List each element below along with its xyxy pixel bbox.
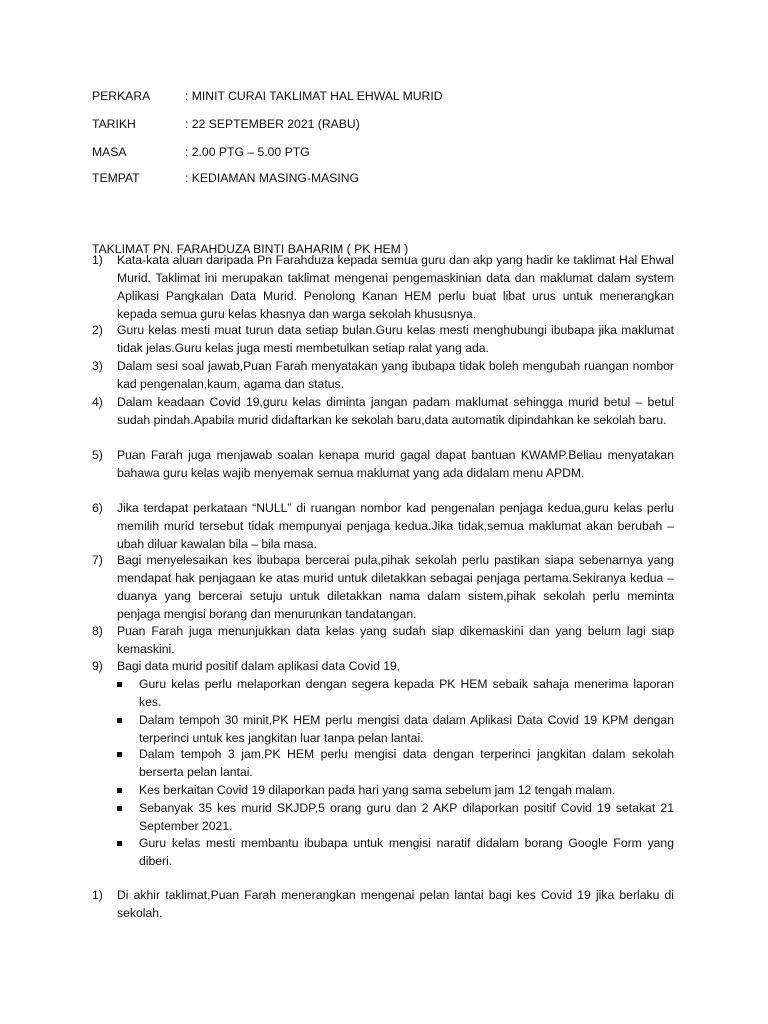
bullet-text: Dalam tempoh 30 minit,PK HEM perlu mengisi data dalam Aplikasi Data Covid 19 KPM dengan terperinci untuk kes jangkitan luar tanpa pelan lantai. bbox=[139, 713, 674, 745]
meta-tarikh bbox=[92, 115, 692, 133]
bullet-text: Sebanyak 35 kes murid SKJDP,5 orang guru dan 2 AKP dilaporkan positif Covid 19 setakat 21 September 2021. bbox=[139, 801, 674, 833]
item-text: Bagi menyelesaikan kes ibubapa bercerai pula,pihak sekolah perlu pastikan siapa sebenarnya yang mendapat hak penjagaan ke atas murid untuk diletakkan sebagai penjaga pertama.Sekiranya kedua – duanya yang bercerai setuju untuk diletakkan nama dalam sistem,pihak sekolah perlu meminta penjaga mengisi borang dan menurunkan tandatangan. bbox=[117, 553, 674, 621]
section-title: TAKLIMAT PN. FARAHDUZA BINTI BAHARIM ( PK HEM ) bbox=[92, 242, 409, 256]
item-number: 1) bbox=[92, 253, 103, 267]
item-text: Dalam sesi soal jawab,Puan Farah menyatakan yang ibubapa tidak boleh mengubah ruangan nombor kad pengenalan,kaum, agama dan status. bbox=[117, 359, 674, 391]
item-text: Kata-kata aluan daripada Pn Farahduza kepada semua guru dan akp yang hadir ke taklimat Hal Ehwal Murid. Taklimat ini merupakan taklimat mengenai pengemaskinian data dan maklumat dalam system Aplikasi Pangkalan Data Murid. Penolong Kanan HEM perlu buat libat urus untuk menerangkan kepada semua guru kelas khasnya dan warga sekolah khususnya. bbox=[117, 253, 674, 321]
item-number: 3) bbox=[92, 359, 103, 373]
item-text: Guru kelas mesti muat turun data setiap bulan.Guru kelas mesti menghubungi ibubapa jika maklumat tidak jelas.Guru kelas juga mesti membetulkan setiap ralat yang ada. bbox=[117, 323, 674, 355]
meta-label: TEMPAT bbox=[92, 171, 140, 185]
bullet-text: Guru kelas perlu melaporkan dengan segera kepada PK HEM sebaik sahaja menerima laporan kes. bbox=[139, 677, 674, 709]
item-number: 2) bbox=[92, 323, 103, 337]
bullet-square-icon bbox=[117, 682, 122, 687]
item-text: Puan Farah juga menjawab soalan kenapa murid gagal dapat bantuan KWAMP.Beliau menyatakan bahawa guru kelas wajib menyemak semua maklumat yang ada didalam menu APDM. bbox=[117, 448, 674, 480]
meta-label: MASA bbox=[92, 145, 127, 159]
item-number: 1) bbox=[92, 888, 103, 902]
item-number: 4) bbox=[92, 395, 103, 409]
bullet-square-icon bbox=[117, 841, 122, 846]
meta-label: TARIKH bbox=[92, 117, 136, 131]
meta-perkara bbox=[92, 87, 692, 105]
bullet-square-icon bbox=[117, 752, 122, 757]
item-text: Puan Farah juga menunjukkan data kelas yang sudah siap dikemaskini dan yang belum lagi siap kemaskini. bbox=[117, 624, 674, 656]
item-number: 9) bbox=[92, 659, 103, 673]
item-text: Dalam keadaan Covid 19,guru kelas diminta jangan padam maklumat sehingga murid betul – betul sudah pindah.Apabila murid didaftarkan ke sekolah baru,data automatik dipindahkan ke sekolah baru. bbox=[117, 395, 674, 427]
item-number: 5) bbox=[92, 448, 103, 462]
bullet-square-icon bbox=[117, 806, 122, 811]
bullet-text: Kes berkaitan Covid 19 dilaporkan pada hari yang sama sebelum jam 12 tengah malam. bbox=[139, 783, 616, 797]
meta-label: PERKARA bbox=[92, 89, 151, 103]
item-number: 8) bbox=[92, 624, 103, 638]
meta-masa bbox=[92, 143, 692, 161]
item-text: Jika terdapat perkataan “NULL” di ruangan nombor kad pengenalan penjaga kedua,guru kelas perlu memilih murid tersebut tidak mempunyai penjaga kedua.Jika tidak,semua maklumat akan berubah – ubah diluar kawalan bila – bila masa. bbox=[117, 501, 674, 551]
item-number: 7) bbox=[92, 553, 103, 567]
bullet-square-icon bbox=[117, 718, 122, 723]
meta-value: : 2.00 PTG – 5.00 PTG bbox=[185, 145, 310, 159]
item-text: Bagi data murid positif dalam aplikasi data Covid 19, bbox=[117, 659, 401, 673]
meta-value: : KEDIAMAN MASING-MASING bbox=[185, 171, 360, 185]
item-text: Di akhir taklimat,Puan Farah menerangkan mengenai pelan lantai bagi kes Covid 19 jika berlaku di sekolah. bbox=[117, 888, 674, 920]
meta-value: : MINIT CURAI TAKLIMAT HAL EHWAL MURID bbox=[185, 89, 443, 103]
item-number: 6) bbox=[92, 501, 103, 515]
bullet-square-icon bbox=[117, 788, 122, 793]
bullet-text: Guru kelas mesti membantu ibubapa untuk mengisi naratif didalam borang Google Form yang diberi. bbox=[139, 836, 674, 868]
meta-value: : 22 SEPTEMBER 2021 (RABU) bbox=[185, 117, 360, 131]
bullet-text: Dalam tempoh 3 jam,PK HEM perlu mengisi data dengan terperinci jangkitan dalam sekolah berserta pelan lantai. bbox=[139, 747, 674, 779]
meta-tempat bbox=[92, 169, 692, 187]
